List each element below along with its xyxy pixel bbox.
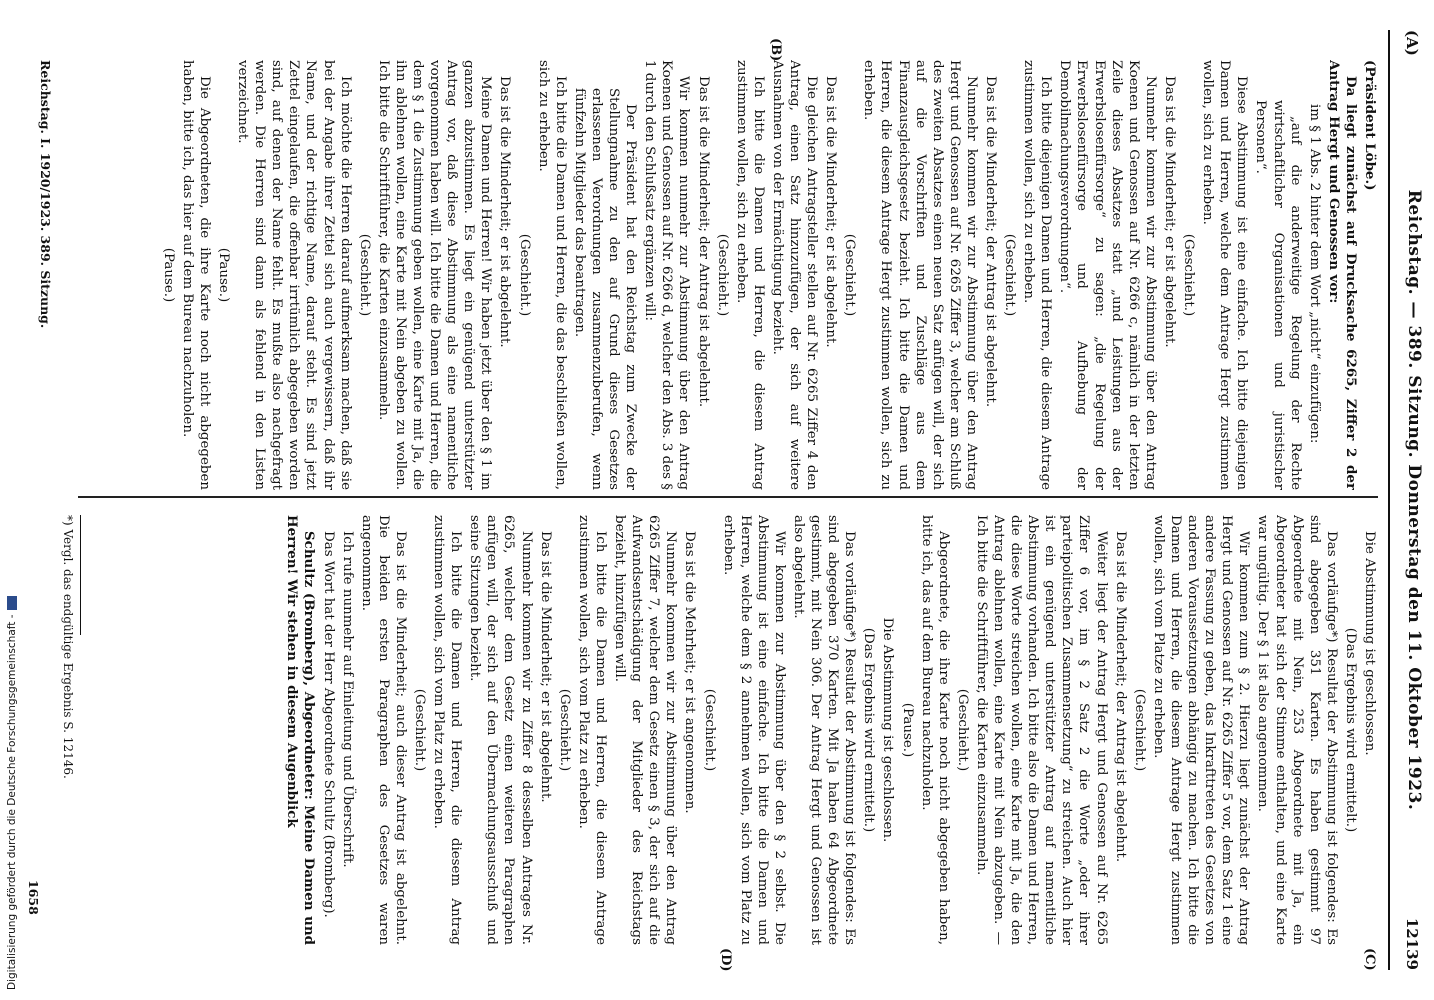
footer-left: Reichstag. I. 1920/1923. 389. Sitzung. bbox=[38, 60, 53, 329]
paragraph: Die Abstimmung ist geschlossen. bbox=[1362, 531, 1377, 756]
paragraph: Die gleichen Antragsteller stellen auf Nr. 6265 Ziffer 4 den Antrag, einen Satz hinzuzufügen, der sich auf weitere Ausnahmen von der Ermächtigung bezieht. bbox=[769, 60, 820, 490]
margin-marker-d: (D) bbox=[718, 948, 733, 972]
stage-direction: (Geschieht.) bbox=[954, 688, 970, 772]
paragraph: Nunmehr kommen wir zu Ziffer 8 desselben Antrages Nr. 6265, welcher dem Gesetz einen weiteren Paragraphen anfügen will, der sich auf den Übermachungsausschuß und seine Sitzungen bezieht. bbox=[467, 515, 534, 945]
paragraph: Das vorläufige*) Resultat der Abstimmung ist folgendes: Es sind abgegeben 370 Karten. Mit Ja haben 64 Abgeordnete gestimmt, mit Nein 306. Der Antrag Hergt und Genossen ist also abgelehnt. bbox=[791, 515, 858, 945]
paragraph: Nunmehr kommen wir zur Abstimmung über den Antrag Hergt und Genossen auf Nr. 6265 Ziffer 3, welcher am Schluß des zweiten Absatzes einen neuen Satz anfügen will, der sich auf die Vorschriften und Zuschläge aus dem Finanzausgleichsgesetz bezieht. Ich bitte die Damen und Herren, die diesem Antrage Hergt zustimmen wollen, sich zu erheben. bbox=[861, 60, 979, 490]
paragraph: Abgeordnete, die ihre Karte noch nicht abgegeben haben, bitte ich, das auf dem Bureau nachzuholen. bbox=[918, 515, 951, 945]
paragraph: Meine Damen und Herren! Wir haben jetzt über den § 1 im ganzen abzustimmen. Es liegt ein genügend unterstützter Antrag vor, daß diese Abstimmung als eine namentliche vorgenommen haben will. Ich bitte die Damen und Herren, die dem § 1 die Zustimmung geben wollen, eine Karte mit Ja, die ihn ablehnen wollen, eine Karte mit Nein abgeben zu wollen. Ich bitte die Schriftführer, die Karten einzusammeln. bbox=[375, 60, 494, 490]
paragraph: Ich rufe nunmehr auf Einleitung und Überschrift. bbox=[339, 531, 355, 868]
digitization-credit-text: Digitalisierung gefördert durch die Deutsche Forschungsgemeinschaft - bbox=[6, 614, 18, 990]
stage-direction: (Geschieht.) bbox=[1002, 233, 1018, 317]
paragraph: Das ist die Minderheit; der Antrag ist abgelehnt. bbox=[695, 76, 711, 408]
paragraph: Das ist die Minderheit; er ist abgelehnt. bbox=[497, 76, 513, 348]
margin-marker-b: (B) bbox=[768, 38, 783, 62]
paragraph: Das ist die Minderheit; er ist abgelehnt. bbox=[1161, 76, 1177, 348]
page-number: 12139 bbox=[1403, 917, 1421, 970]
footnote-rule bbox=[80, 515, 81, 635]
stage-direction: (Geschieht.) bbox=[356, 233, 372, 317]
paragraph: Das Wort hat der Herr Abgeordnete Schultz (Bromberg). bbox=[320, 531, 336, 918]
footer-page-number: 1658 bbox=[26, 880, 41, 915]
paragraph: Das ist die Minderheit; der Antrag ist abgelehnt. bbox=[1112, 531, 1128, 863]
paragraph: Ich bitte die Damen und Herren, die das beschließen wollen, sich zu erheben. bbox=[535, 60, 568, 490]
stage-direction: (Geschieht.) bbox=[1131, 688, 1147, 772]
stage-direction: (Pause.) bbox=[899, 702, 915, 758]
header-rule bbox=[1388, 30, 1390, 970]
paragraph: Wir kommen zum § 2. Hierzu liegt zunächst der Antrag Hergt und Genossen auf Nr. 6265 Ziffer 5 vor, dem Satz 1 eine andere Fassung zu geben, das Inkrafttreten des Gesetzes von anderen Voraussetzungen abhängig zu machen. Ich bitte die Damen und Herren, die diesem Antrage Hergt zustimmen wollen, sich vom Platze zu erheben. bbox=[1150, 515, 1252, 945]
margin-marker-c: (C) bbox=[1362, 948, 1377, 971]
quotation: Der Präsident hat den Reichstag zum Zwecke der Stellungnahme zu den auf Grund dieses Gesetzes erlassenen Verordnungen zusammenzuberufen, wenn fünfzehn Mitglieder das beantragen. bbox=[571, 88, 639, 490]
stage-direction: (Geschieht.) bbox=[842, 233, 858, 317]
digitization-credit bbox=[6, 0, 20, 990]
paragraph: Ich bitte die Damen und Herren, die diesem Antrage zustimmen wollen, sich vom Platz zu erheben. bbox=[575, 515, 608, 945]
paragraph: Das ist die Minderheit; er ist abgelehnt. bbox=[537, 531, 553, 803]
stage-direction: (Geschieht.) bbox=[412, 688, 428, 772]
dfg-logo-icon bbox=[7, 596, 17, 610]
stage-direction: (Das Ergebnis wird ermittelt.) bbox=[1342, 627, 1358, 833]
page-title: Reichstag. — 389. Sitzung. Donnerstag den 11. Oktober 1923. bbox=[1404, 189, 1424, 811]
paragraph: Diese Abstimmung ist eine einfache. Ich bitte diejenigen Damen und Herren, welche dem Antrage Hergt zustimmen wollen, sich zu erheben. bbox=[1200, 60, 1250, 490]
paragraph: Das ist die Minderheit; der Antrag ist abgelehnt. bbox=[983, 76, 999, 408]
paragraph: Wir kommen nunmehr zur Abstimmung über den Antrag Koenen und Genossen auf Nr. 6266 d, welcher den Abs. 3 des § 1 durch den Schlußsatz ergänzen will: bbox=[642, 60, 692, 490]
footnote: *) Vergl. das endgültige Ergebnis S. 12146. bbox=[61, 515, 75, 779]
speaker-label: (Präsident Löbe.) bbox=[1362, 60, 1378, 191]
paragraph: im § 1 Abs. 2 hinter dem Wort „nicht“ einzufügen: bbox=[1306, 104, 1322, 444]
stage-direction: (Geschieht.) bbox=[714, 233, 730, 317]
paragraph: Da liegt zunächst auf Drucksache 6265, Ziffer 2 der Antrag Hergt und Genossen vor: bbox=[1325, 60, 1359, 490]
speaker-line: Schultz (Bromberg), Abgeordneter: Meine Damen und Herren! Wir stehen in diesem Augenblick bbox=[284, 515, 318, 945]
paragraph: Das ist die Minderheit; er ist abgelehnt. bbox=[823, 76, 839, 348]
stage-direction: (Geschieht.) bbox=[556, 688, 572, 772]
column-divider bbox=[78, 496, 1378, 498]
paragraph: Weiter liegt der Antrag Hergt und Genossen auf Nr. 6265 Ziffer 6 vor, im § 2 Satz 2 die Worte „oder ihrer parteipolitischen Zusammensetzung“ zu streichen. Auch hier ist ein genügend unterstützter Antrag auf namentliche Abstimmung vorhanden. Ich bitte also die Damen und Herren, die diese Worte streichen wollen, eine Karte mit Ja, die den Antrag ablehnen wollen, eine Karte mit Nein abzugeben. — Ich bitte die Schriftführer, die Karten einzusammeln. bbox=[973, 515, 1109, 945]
left-column bbox=[38, 60, 1378, 490]
paragraph: Ich bitte die Damen und Herren, die diesem Antrag zustimmen wollen, sich vom Platz zu erheben. bbox=[431, 515, 464, 945]
stage-direction: (Pause.) bbox=[160, 247, 176, 303]
paragraph: Das ist die Minderheit; auch dieser Antrag ist abgelehnt. Die beiden ersten Paragraphen des Gesetzes waren angenommen. bbox=[358, 515, 408, 945]
right-column bbox=[38, 515, 1378, 945]
paragraph: Ich bitte die Damen und Herren, die diesem Antrag zustimmen wollen, sich zu erheben. bbox=[733, 60, 766, 490]
paragraph: Die Abgeordneten, die ihre Karte noch nicht abgegeben haben, bitte ich, das hier auf dem Bureau nachzuholen. bbox=[179, 60, 212, 490]
quotation: „auf die anderweitige Regelung der Rechte wirtschaftlicher Organisationen und juristischer Personen“. bbox=[1253, 100, 1303, 490]
running-header bbox=[1396, 30, 1426, 970]
paragraph: Nunmehr kommen wir zur Abstimmung über den Antrag 6265 Ziffer 7, welcher dem Gesetz einen § 3, der sich auf die Aufwandsentschädigung der Mitglieder des Reichstags bezieht, hinzufügen will. bbox=[612, 515, 679, 945]
paragraph: Ich bitte diejenigen Damen und Herren, die diesem Antrage zustimmen wollen, sich zu erheben. bbox=[1021, 60, 1054, 490]
stage-direction: (Pause.) bbox=[216, 247, 231, 303]
stage-direction: (Das Ergebnis wird ermittelt.) bbox=[861, 627, 877, 833]
stage-direction: (Geschieht.) bbox=[516, 233, 532, 317]
paragraph: Nunmehr kommen wir zur Abstimmung über den Antrag Koenen und Genossen auf Nr. 6266 c, nämlich in der letzten Zeile dieses Absatzes statt „und Leistungen aus der Erwerbslosenfürsorge“ zu sagen: „die Regelung der Erwerbslosenfürsorge und Aufhebung der Demobilmachungsverordnungen“. bbox=[1057, 60, 1158, 490]
paragraph: Das ist die Mehrheit; er ist angenommen. bbox=[682, 531, 698, 814]
paragraph: Ich möchte die Herren darauf aufmerksam machen, daß sie bei der Angabe ihrer Zettel sich auch vergewissern, daß ihr Name, und der richtige Name, darauf steht. Es sind jetzt Zettel eingelaufen, die offenbar irrtümlich abgegeben worden sind, auf denen der Name fehlt. Es mußte also nachgefragt werden. Die Herren sind dann als fehlend in den Listen verzeichnet. bbox=[235, 60, 353, 490]
stage-direction: (Geschieht.) bbox=[1181, 233, 1197, 317]
margin-marker-a: (A) bbox=[1403, 30, 1421, 56]
paragraph: Die Abstimmung ist geschlossen. bbox=[880, 617, 896, 843]
paragraph: Wir kommen zur Abstimmung über den § 2 selbst. Die Abstimmung ist eine einfache. Ich bitte die Damen und Herren, welche dem § 2 annehmen wollen, sich vom Platz zu erheben. bbox=[720, 515, 787, 945]
stage-direction: (Geschieht.) bbox=[701, 688, 717, 772]
paragraph: Das vorläufige*) Resultat der Abstimmung ist folgendes: Es sind abgegeben 351 Karten. Es haben gestimmt 97 Abgeordnete mit Nein, 253 Abgeordnete mit Ja, ein Abgeordneter hat sich der Stimme enthalten, und eine Karte war ungültig. Der § 1 ist also angenommen. bbox=[1255, 515, 1339, 945]
